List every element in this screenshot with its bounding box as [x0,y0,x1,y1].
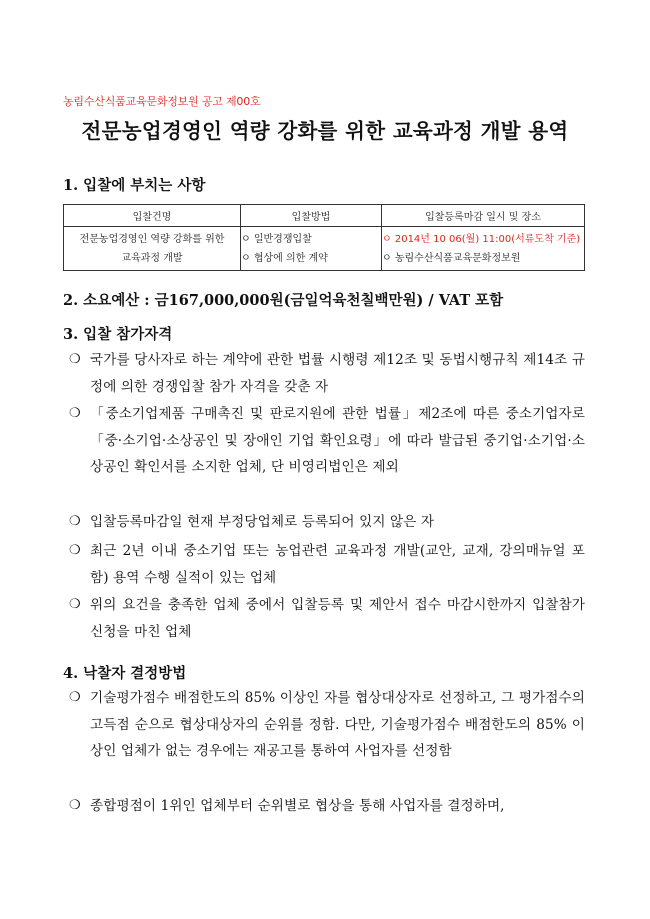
section-4-heading: 4. 낙찰자 결정방법 [63,665,187,682]
bullet-icon: ❍ [69,597,81,612]
list-item [63,347,585,400]
section-3-heading: 3. 입찰 참가자격 [63,326,173,343]
table-row [64,227,585,271]
deadline-place: ㅇ 농림수산식품교육문화정보원 [382,252,521,264]
deadline-datetime: ㅇ 2014년 10 06(월) 11:00(서류도착 기준) [382,233,581,245]
cell-bid-name [64,227,241,271]
bid-info-table [63,204,585,271]
header-bid-method: 입찰방법 [241,205,382,227]
header-bid-name: 입찰건명 [64,205,241,227]
list-item [63,592,585,645]
bullet-icon: ❍ [69,406,81,421]
bid-name-line: 교육과정 개발 [121,252,183,264]
list-item [63,793,585,820]
bid-method-line: ㅇ 일반경쟁입찰 [241,233,312,245]
section-2-budget [63,289,503,310]
cell-deadline [382,227,585,271]
section-2-heading: 2. 소요예산 [63,292,140,309]
list-item-text: 국가를 당사자로 하는 계약에 관한 법률 시행령 제12조 및 동법시행규칙 제14조 규정에 의한 경쟁입찰 참가 자격을 갖춘 자 [90,352,585,395]
section-1-heading: 1. 입찰에 부치는 사항 [63,177,206,194]
bid-method-line: ㅇ 협상에 의한 계약 [241,252,328,264]
list-item-text: 종합평점이 1위인 업체부터 순위별로 협상을 통해 사업자를 결정하며, [90,798,505,814]
table-header-row [64,205,585,227]
document-title: 전문농업경영인 역량 강화를 위한 교육과정 개발 용역 [81,119,569,143]
list-item [63,401,585,481]
bullet-icon: ❍ [69,352,81,367]
header-deadline: 입찰등록마감 일시 및 장소 [382,205,585,227]
bullet-icon: ❍ [69,798,81,813]
list-item [63,538,585,591]
list-item-text: 최근 2년 이내 중소기업 또는 농업관련 교육과정 개발(교안, 교재, 강의매뉴얼 포함) 용역 수행 실적이 있는 업체 [90,543,585,586]
bullet-icon: ❍ [69,690,81,705]
list-item-text: 입찰등록마감일 현재 부정당업체로 등록되어 있지 않은 자 [90,514,435,530]
list-item-text: 기술평가점수 배점한도의 85% 이상인 자를 협상대상자로 선정하고, 그 평가점수의 고득점 순으로 협상대상자의 순위를 정함. 다만, 기술평가점수 배점한도의 85% 이상인 업체가 없는 경우에는 재공고를 통하여 사업자를 선정함 [90,690,585,759]
bullet-icon: ❍ [69,514,81,529]
list-item-text: 위의 요건을 충족한 업체 중에서 입찰등록 및 제안서 접수 마감시한까지 입찰참가 신청을 마친 업체 [90,597,585,640]
cell-bid-method [241,227,382,271]
bid-name-line: 전문농업경영인 역량 강화를 위한 [79,233,225,245]
list-item [63,685,585,765]
list-item [63,509,585,536]
budget-value: : 금167,000,000원(금일억육천칠백만원) / VAT 포함 [139,292,504,309]
list-item-text: 「중소기업제품 구매촉진 및 판로지원에 관한 법률」제2조에 따른 중소기업자로 「중·소기업·소상공인 및 장애인 기업 확인요령」에 따라 발급된 중기업·소기업·소상공인 확인서를 소지한 업체, 단 비영리법인은 제외 [90,406,585,475]
bullet-icon: ❍ [69,543,81,558]
notice-number: 농림수산식품교육문화정보원 공고 제00호 [63,95,261,108]
